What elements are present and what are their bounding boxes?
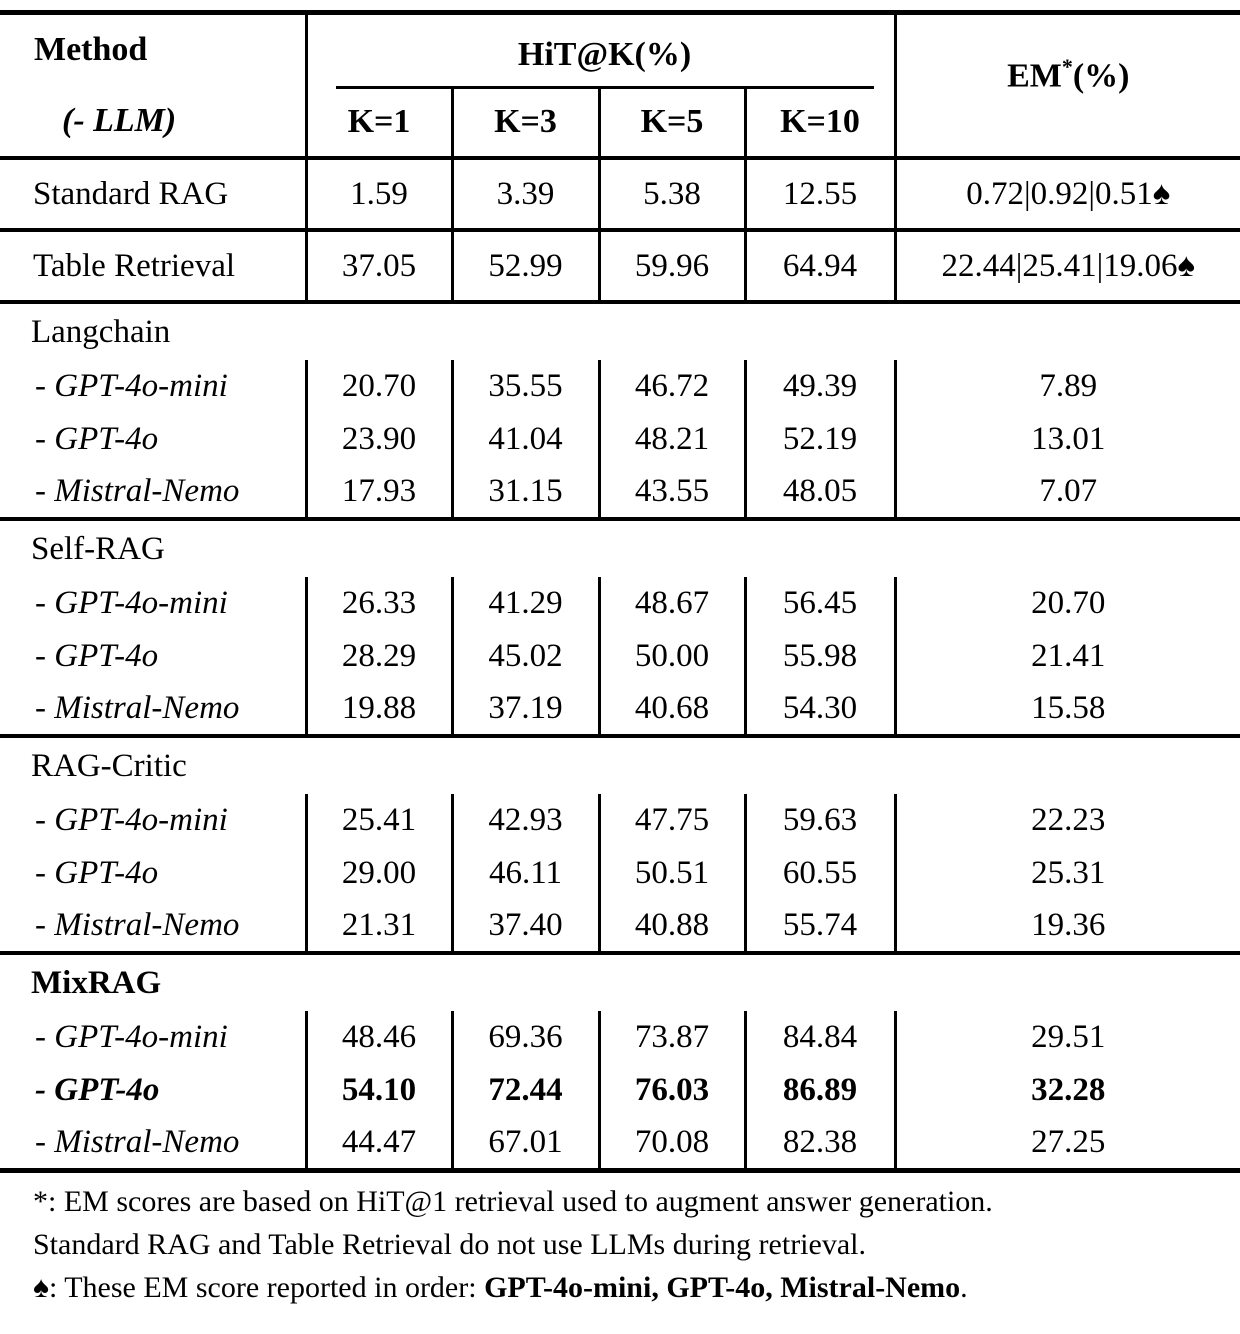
llm-label: - GPT-4o: [35, 1072, 160, 1108]
k10-value: 55.98: [745, 630, 895, 683]
results-table: [0, 10, 1240, 1173]
llm-label: - Mistral-Nemo: [35, 1123, 240, 1160]
k3-column-header: K=3: [452, 89, 599, 158]
llm-label: - GPT-4o-mini: [35, 1019, 228, 1055]
k10-value: 64.94: [745, 230, 895, 302]
k3-value: 69.36: [452, 1011, 599, 1064]
section-title-row: [0, 519, 1240, 577]
table-footnotes: [0, 1173, 1240, 1309]
k10-value: 86.89: [745, 1064, 895, 1117]
k1-value: 25.41: [306, 794, 452, 847]
section-title-rag-critic: RAG-Critic: [31, 747, 187, 784]
em-value: 0.72|0.92|0.51♠: [895, 158, 1240, 230]
row-mixrag-mistral-nemo: [0, 1117, 1240, 1170]
k3-value: 37.40: [452, 900, 599, 953]
row-rag-critic-mistral-nemo: [0, 900, 1240, 953]
k5-value: 59.96: [599, 230, 745, 302]
footnote-spade-line: [33, 1266, 1220, 1309]
section-title-self-rag: Self-RAG: [31, 530, 165, 567]
k3-value: 41.29: [452, 577, 599, 630]
rag-critic-section: [0, 736, 1240, 953]
em-value: 32.28: [895, 1064, 1240, 1117]
k5-value: 70.08: [599, 1117, 745, 1170]
k1-value: 21.31: [306, 900, 452, 953]
section-title-row: [0, 736, 1240, 794]
em-value: 7.89: [895, 360, 1240, 413]
row-self-rag-gpt4o: [0, 630, 1240, 683]
k1-value: 28.29: [306, 630, 452, 683]
row-self-rag-mistral-nemo: [0, 683, 1240, 736]
em-value: 22.44|25.41|19.06♠: [895, 230, 1240, 302]
k5-value: 76.03: [599, 1064, 745, 1117]
k5-value: 46.72: [599, 360, 745, 413]
k3-value: 45.02: [452, 630, 599, 683]
footnote-spade-models: GPT-4o-mini, GPT-4o, Mistral-Nemo: [484, 1270, 961, 1304]
section-title-langchain: Langchain: [31, 313, 171, 350]
k5-column-header: K=5: [599, 89, 745, 158]
k1-value: 37.05: [306, 230, 452, 302]
method-label: Standard RAG: [33, 175, 229, 212]
em-column-header: [895, 13, 1240, 159]
em-value: 27.25: [895, 1117, 1240, 1170]
k1-value: 48.46: [306, 1011, 452, 1064]
k10-value: 49.39: [745, 360, 895, 413]
langchain-section: [0, 302, 1240, 519]
llm-label: - GPT-4o: [35, 421, 159, 457]
section-title-row: [0, 302, 1240, 360]
k10-value: 56.45: [745, 577, 895, 630]
em-value: 13.01: [895, 413, 1240, 466]
row-self-rag-gpt4o-mini: [0, 577, 1240, 630]
k1-value: 44.47: [306, 1117, 452, 1170]
em-value: 19.36: [895, 900, 1240, 953]
em-value: 15.58: [895, 683, 1240, 736]
em-label-base: EM: [1007, 57, 1062, 95]
row-rag-critic-gpt4o: [0, 847, 1240, 900]
em-value: 20.70: [895, 577, 1240, 630]
method-label: Table Retrieval: [33, 247, 236, 284]
k5-value: 40.88: [599, 900, 745, 953]
k5-value: 73.87: [599, 1011, 745, 1064]
k3-value: 37.19: [452, 683, 599, 736]
row-langchain-mistral-nemo: [0, 466, 1240, 519]
k1-value: 26.33: [306, 577, 452, 630]
footnote-star-line1: *: EM scores are based on HiT@1 retrieval used to augment answer generation.: [33, 1184, 993, 1218]
k1-value: 54.10: [306, 1064, 452, 1117]
row-table-retrieval: [0, 230, 1240, 302]
hit-at-k-group-label: HiT@K(%): [336, 24, 874, 89]
table-retrieval-group: [0, 230, 1240, 302]
k5-value: 48.67: [599, 577, 745, 630]
k5-value: 40.68: [599, 683, 745, 736]
k3-value: 35.55: [452, 360, 599, 413]
method-header-wrap: [0, 15, 305, 156]
k10-value: 54.30: [745, 683, 895, 736]
row-standard-rag: [0, 158, 1240, 230]
mixrag-section: [0, 953, 1240, 1170]
k5-value: 47.75: [599, 794, 745, 847]
k10-value: 60.55: [745, 847, 895, 900]
k5-value: 50.00: [599, 630, 745, 683]
k3-value: 42.93: [452, 794, 599, 847]
llm-header-label: (- LLM): [62, 101, 177, 139]
section-title-mixrag: MixRAG: [31, 964, 162, 1001]
k3-value: 46.11: [452, 847, 599, 900]
k5-value: 48.21: [599, 413, 745, 466]
k10-value: 12.55: [745, 158, 895, 230]
row-langchain-gpt4o: [0, 413, 1240, 466]
k3-value: 41.04: [452, 413, 599, 466]
llm-label: - GPT-4o-mini: [35, 802, 228, 838]
method-column-header: [0, 13, 306, 159]
llm-label: - Mistral-Nemo: [35, 690, 240, 726]
row-mixrag-gpt4o-best: [0, 1064, 1240, 1117]
k10-value: 82.38: [745, 1117, 895, 1170]
k5-value: 43.55: [599, 466, 745, 519]
k1-value: 20.70: [306, 360, 452, 413]
k10-value: 48.05: [745, 466, 895, 519]
footnote-star-line2: Standard RAG and Table Retrieval do not use LLMs during retrieval.: [33, 1227, 866, 1261]
llm-label: - GPT-4o-mini: [35, 585, 228, 621]
em-value: 25.31: [895, 847, 1240, 900]
k10-value: 59.63: [745, 794, 895, 847]
k5-value: 5.38: [599, 158, 745, 230]
k3-value: 31.15: [452, 466, 599, 519]
k10-column-header: K=10: [745, 89, 895, 158]
k10-value: 84.84: [745, 1011, 895, 1064]
k3-value: 67.01: [452, 1117, 599, 1170]
k1-value: 19.88: [306, 683, 452, 736]
em-value: 21.41: [895, 630, 1240, 683]
llm-label: - GPT-4o-mini: [35, 368, 228, 404]
footnote-spade-period: .: [960, 1270, 968, 1304]
standard-rag-group: [0, 158, 1240, 230]
hit-at-k-group-header: [306, 13, 895, 89]
em-value: 7.07: [895, 466, 1240, 519]
k10-value: 55.74: [745, 900, 895, 953]
em-value: 22.23: [895, 794, 1240, 847]
k1-value: 29.00: [306, 847, 452, 900]
footnote-spade-prefix: ♠: These EM score reported in order:: [33, 1270, 485, 1304]
llm-label: - Mistral-Nemo: [35, 473, 240, 509]
em-label-star: *: [1061, 53, 1073, 79]
k1-value: 1.59: [306, 158, 452, 230]
section-title-row: [0, 953, 1240, 1011]
k3-value: 52.99: [452, 230, 599, 302]
k3-value: 3.39: [452, 158, 599, 230]
self-rag-section: [0, 519, 1240, 736]
row-langchain-gpt4o-mini: [0, 360, 1240, 413]
em-value: 29.51: [895, 1011, 1240, 1064]
row-mixrag-gpt4o-mini: [0, 1011, 1240, 1064]
k1-column-header: K=1: [347, 103, 411, 141]
row-rag-critic-gpt4o-mini: [0, 794, 1240, 847]
table-header: [0, 13, 1240, 159]
k10-value: 52.19: [745, 413, 895, 466]
method-header-label: Method: [34, 31, 148, 69]
k1-value: 17.93: [306, 466, 452, 519]
em-label-percent: (%): [1072, 57, 1130, 95]
k1-value: 23.90: [306, 413, 452, 466]
llm-label: - Mistral-Nemo: [35, 907, 240, 943]
llm-label: - GPT-4o: [35, 855, 159, 891]
header-row-top: [0, 13, 1240, 89]
k5-value: 50.51: [599, 847, 745, 900]
k3-value: 72.44: [452, 1064, 599, 1117]
llm-label: - GPT-4o: [35, 638, 159, 674]
